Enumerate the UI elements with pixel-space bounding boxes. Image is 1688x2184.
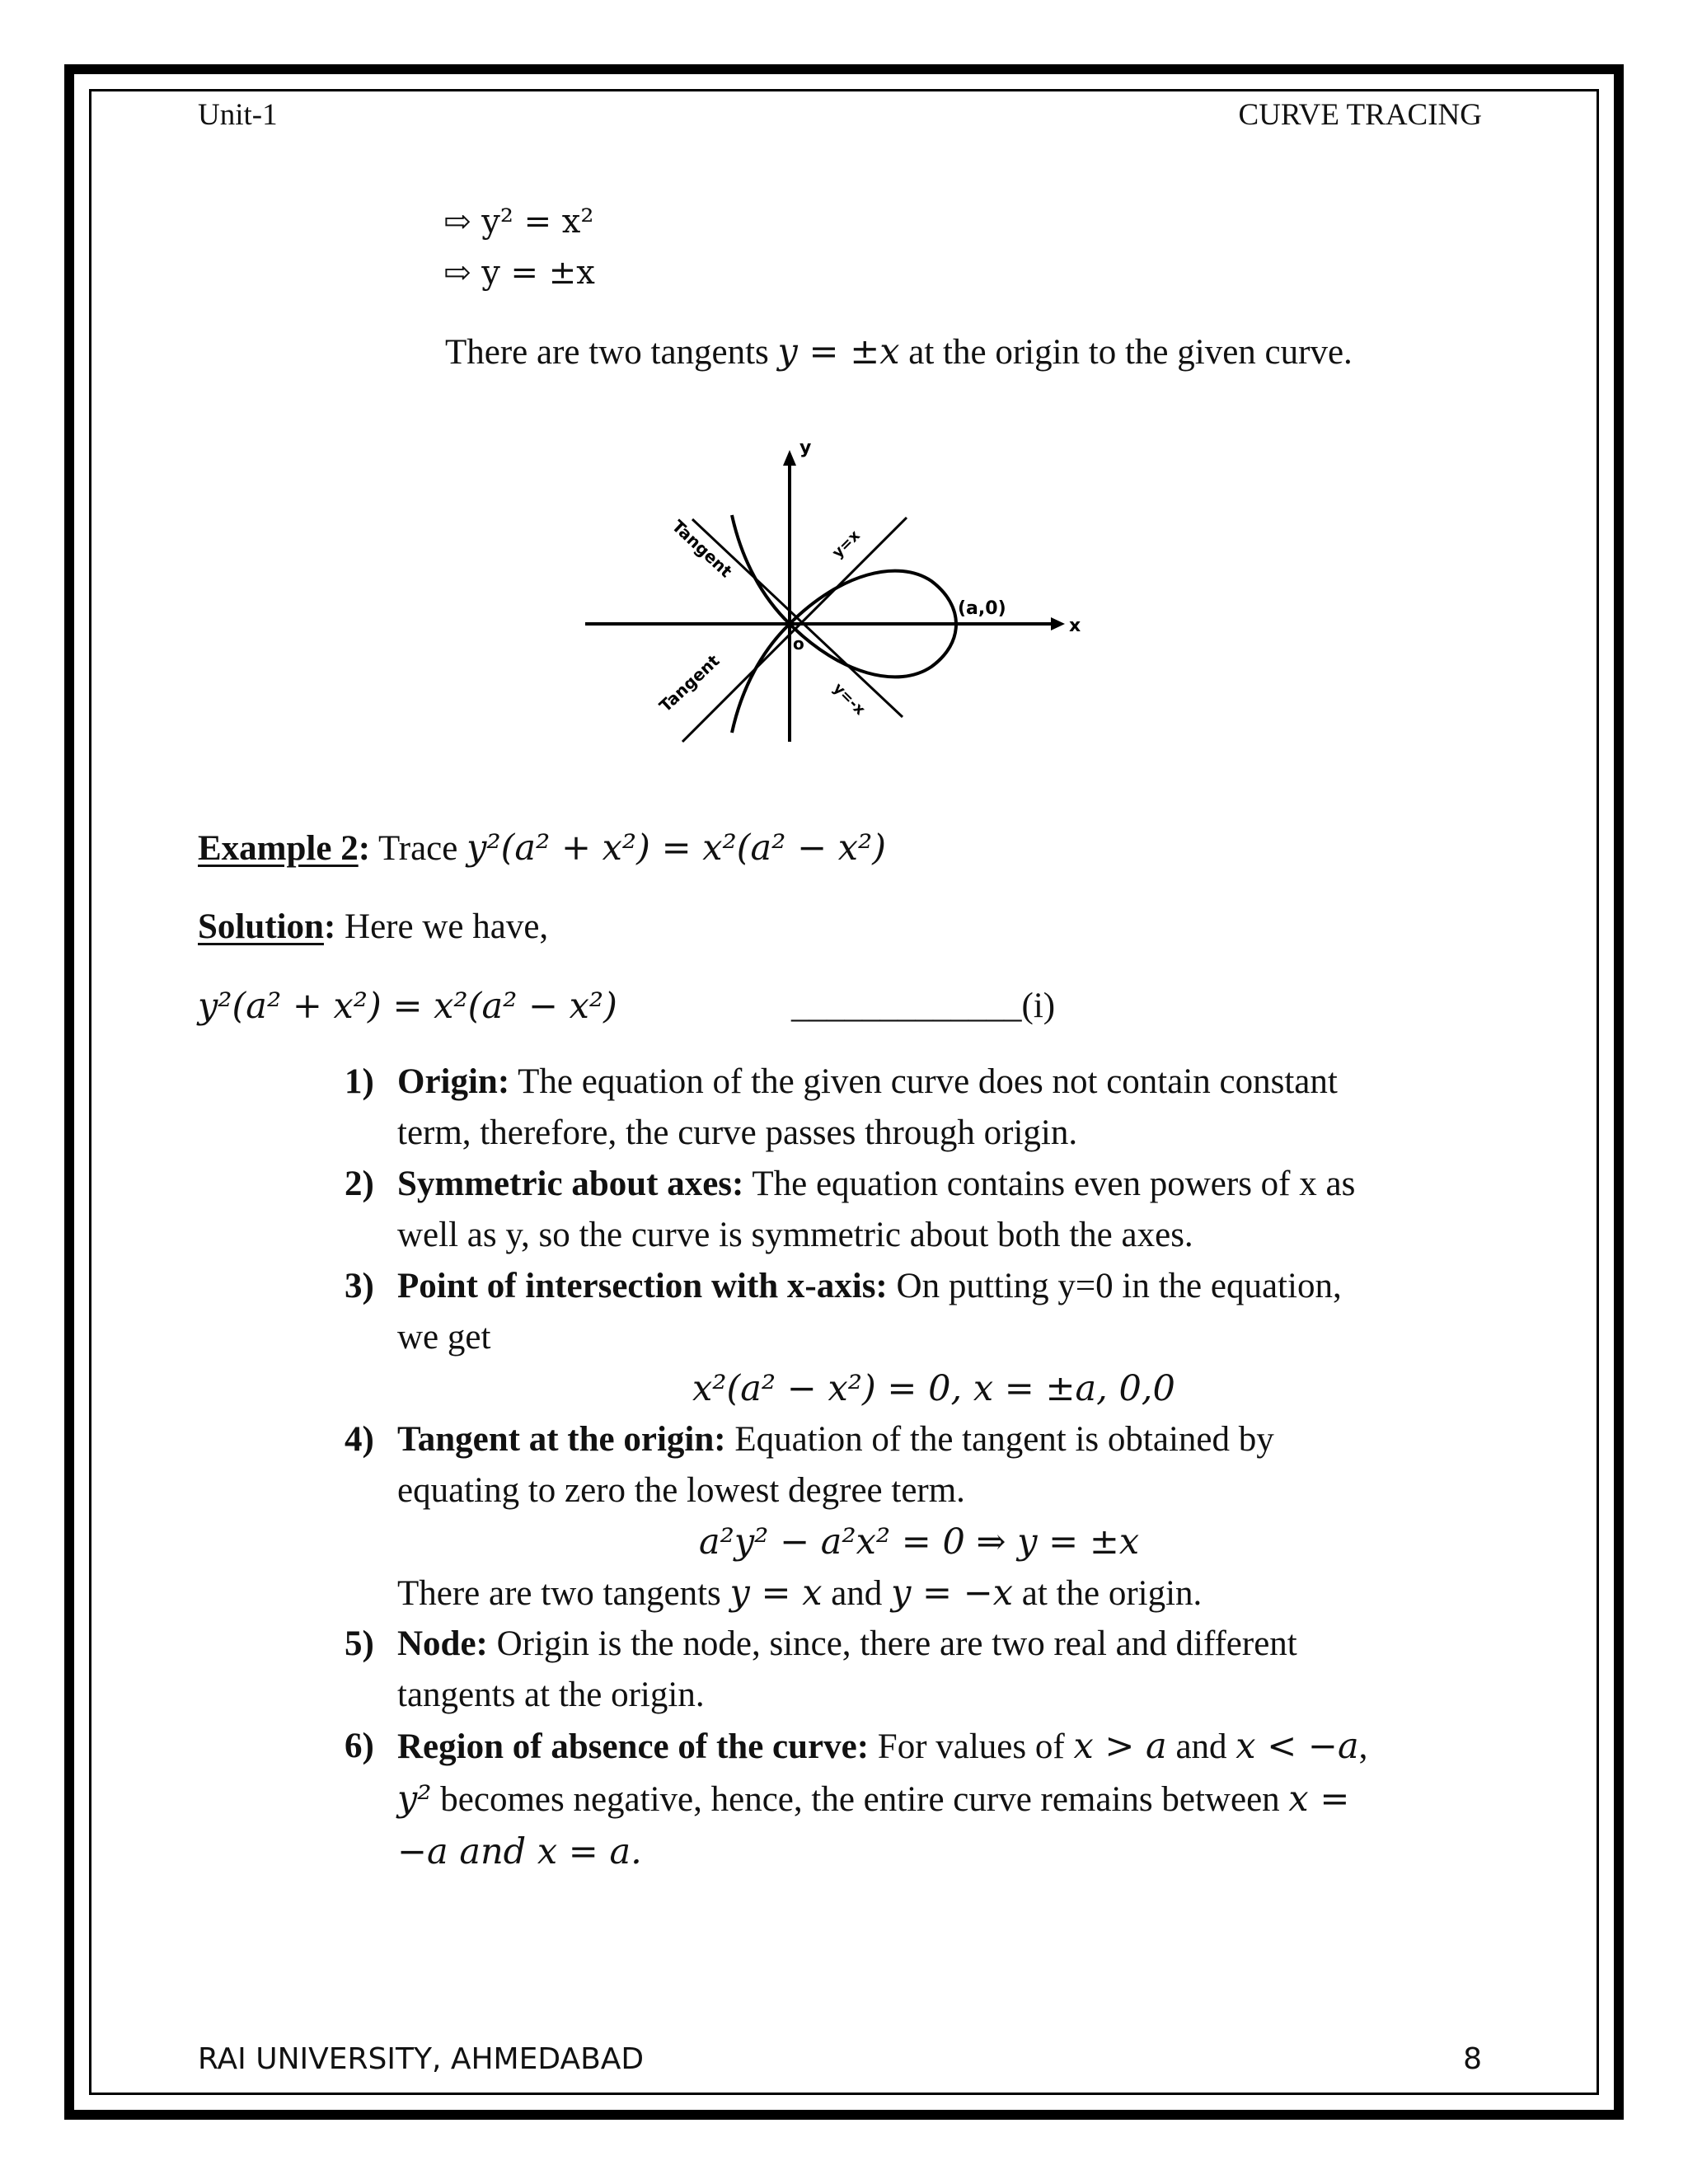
item-5-line-1: Node: Origin is the node, since, there are two real and different (397, 1624, 1297, 1663)
item-5-line-2: tangents at the origin. (397, 1675, 705, 1714)
tangent-lower-label: Tangent (655, 650, 724, 716)
example-label: Example 2 (198, 829, 359, 868)
origin-label: o (793, 634, 804, 654)
left-branch-upper (732, 515, 790, 624)
equation-number: _____________(i) (791, 987, 1056, 1025)
solution-label: Solution (198, 907, 324, 946)
item-6-line-1: Region of absence of the curve: For values of x > a and x < −a, (397, 1726, 1368, 1767)
item-4-number: 4) (345, 1420, 374, 1459)
item-4-equation: a²y² − a²x² = 0 ⇒ y = ±x (699, 1521, 1140, 1563)
solution-equation: y²(a² + x²) = x²(a² − x²) (198, 986, 617, 1027)
item-6-number: 6) (345, 1727, 374, 1765)
line-neg-label: y=-x (829, 679, 869, 719)
line-pos-label: y=x (828, 527, 864, 562)
example-2-line: Example 2: Trace y²(a² + x²) = x²(a² − x²) (198, 827, 887, 869)
item-3-number: 3) (345, 1267, 374, 1305)
item-1-number: 1) (345, 1062, 374, 1101)
item-3-line-1: Point of intersection with x-axis: On putting y=0 in the equation, (397, 1267, 1342, 1305)
curve-figure (577, 437, 1088, 750)
example-equation: y²(a² + x²) = x²(a² − x²) (467, 827, 887, 869)
item-3-line-2: we get (397, 1318, 491, 1357)
item-4-line-2: equating to zero the lowest degree term. (397, 1471, 965, 1510)
footer-university: RAI UNIVERSITY, AHMEDABAD (198, 2042, 645, 2076)
item-4-line-3: There are two tangents y = x and y = −x at the origin. (397, 1572, 1203, 1614)
x-axis-label: x (1069, 616, 1081, 636)
item-6-line-3: −a and x = a. (397, 1831, 642, 1872)
tangent-upper-label: Tangent (668, 516, 737, 582)
page-number: 8 (1463, 2042, 1482, 2076)
header-title: CURVE TRACING (1238, 98, 1482, 132)
header-unit: Unit-1 (198, 98, 278, 132)
point-a-label: (a,0) (958, 598, 1006, 619)
implies-line-2: ⇨ y = ±x (443, 254, 595, 292)
item-2-number: 2) (345, 1165, 374, 1203)
item-2-line-2: well as y, so the curve is symmetric about both the axes. (397, 1216, 1193, 1254)
tangents-sentence: There are two tangents y = ±x at the origin to the given curve. (445, 331, 1353, 373)
implies-line-1: ⇨ y² = x² (443, 203, 594, 241)
item-4-line-1: Tangent at the origin: Equation of the tangent is obtained by (397, 1420, 1274, 1459)
left-branch-lower (732, 624, 790, 733)
item-2-line-1: Symmetric about axes: The equation contains even powers of x as (397, 1165, 1356, 1203)
y-axis-arrow (783, 450, 796, 466)
solution-line: Solution: Here we have, (198, 907, 549, 946)
item-1-line-1: Origin: The equation of the given curve does not contain constant (397, 1062, 1338, 1101)
item-3-equation: x²(a² − x²) = 0, x = ±a, 0,0 (692, 1368, 1175, 1409)
item-6-line-2: y² becomes negative, hence, the entire curve remains between x = (397, 1779, 1350, 1820)
item-5-number: 5) (345, 1624, 374, 1663)
y-axis-label: y (799, 438, 812, 458)
item-1-line-2: term, therefore, the curve passes through origin. (397, 1113, 1078, 1152)
x-axis-arrow (1051, 617, 1065, 630)
